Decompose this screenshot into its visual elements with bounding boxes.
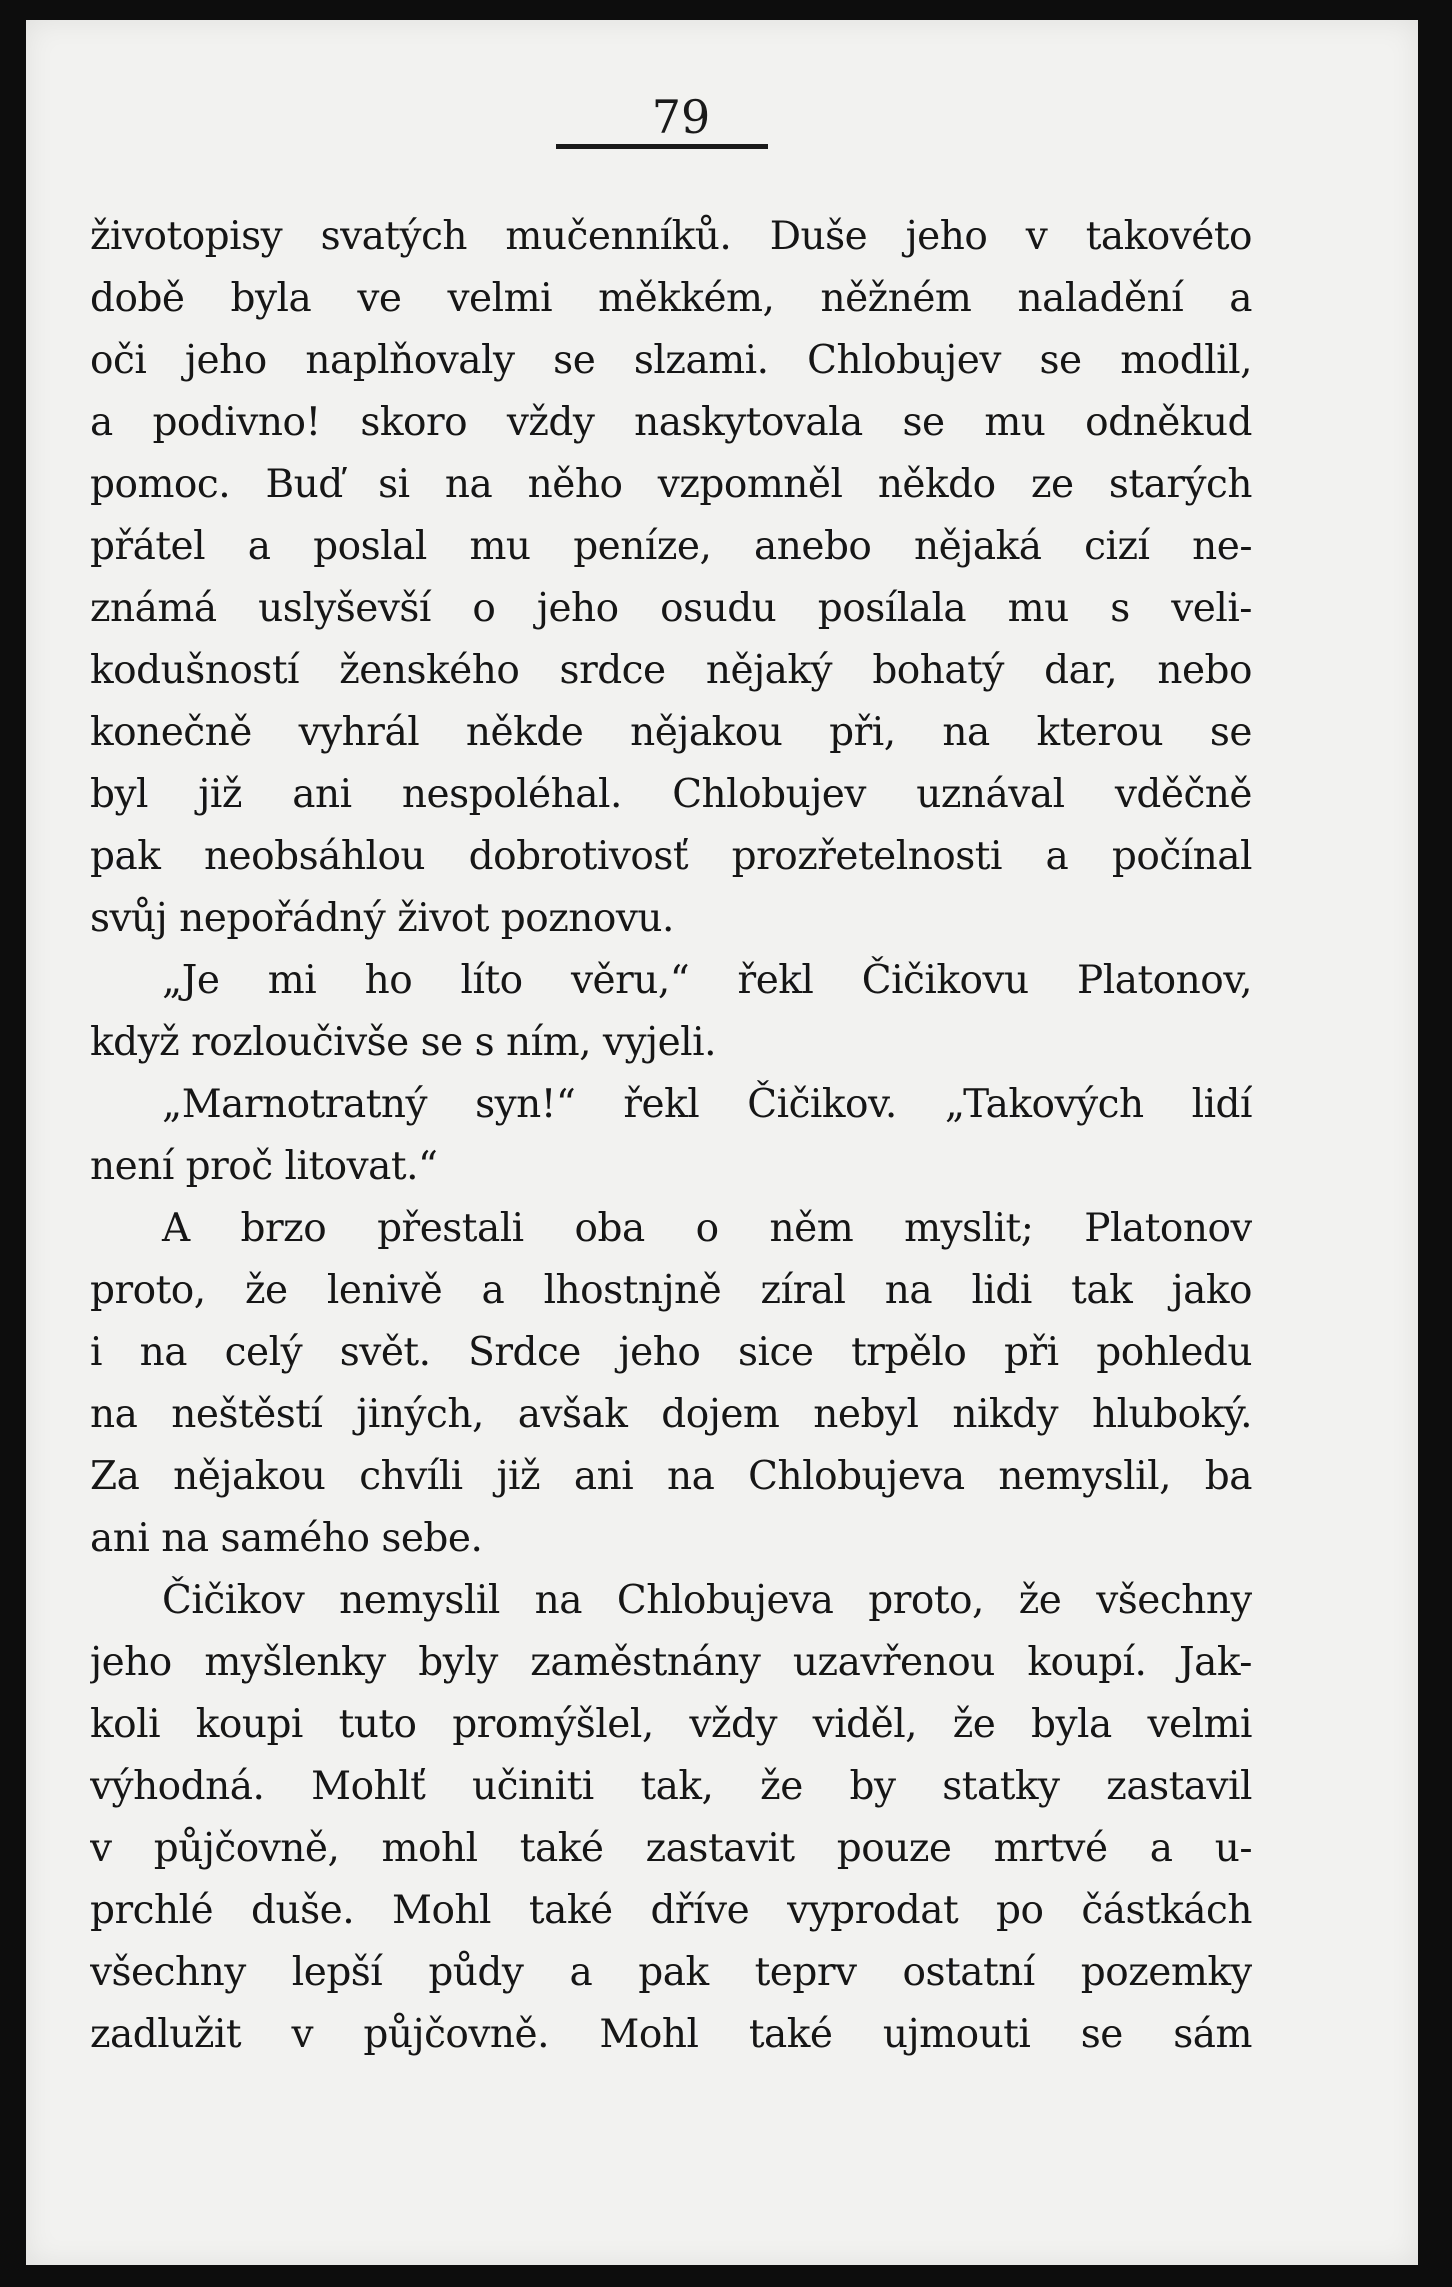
text-line: koli koupi tuto promýšlel, vždy viděl, že byla velmi xyxy=(90,1702,1252,1747)
text-block xyxy=(90,206,1252,2066)
text-line: jeho myšlenky byly zaměstnány uzavřenou koupí. Jak- xyxy=(90,1640,1252,1685)
text-line: výhodná. Mohlť učiniti tak, že by statky zastavil xyxy=(90,1764,1252,1809)
book-page xyxy=(26,20,1418,2265)
page-number: 79 xyxy=(651,90,711,144)
text-line: a podivno! skoro vždy naskytovala se mu odněkud xyxy=(90,400,1252,445)
text-line: pak neobsáhlou dobrotivosť prozřetelnosti a počínal xyxy=(90,834,1252,879)
header-rule xyxy=(556,144,768,149)
text-line: přátel a poslal mu peníze, anebo nějaká cizí ne- xyxy=(90,524,1252,569)
text-line: životopisy svatých mučenníků. Duše jeho v takovéto xyxy=(90,214,1252,259)
text-line: i na celý svět. Srdce jeho sice trpělo při pohledu xyxy=(90,1330,1252,1375)
text-line: proto, že lenivě a lhostnjně zíral na lidi tak jako xyxy=(90,1268,1252,1313)
text-line: byl již ani nespoléhal. Chlobujev uznával vděčně xyxy=(90,772,1252,817)
text-line: ani na samého sebe. xyxy=(90,1516,483,1561)
text-line: když rozloučivše se s ním, vyjeli. xyxy=(90,1020,717,1065)
text-line: „Je mi ho líto věru,“ řekl Čičikovu Platonov, xyxy=(162,958,1252,1003)
text-line: oči jeho naplňovaly se slzami. Chlobujev se modlil, xyxy=(90,338,1252,383)
text-line: není proč litovat.“ xyxy=(90,1144,438,1189)
text-line: Čičikov nemyslil na Chlobujeva proto, že všechny xyxy=(162,1578,1252,1623)
text-line: na neštěstí jiných, avšak dojem nebyl nikdy hluboký. xyxy=(90,1392,1252,1437)
text-line: A brzo přestali oba o něm myslit; Platonov xyxy=(162,1206,1252,1251)
text-line: v půjčovně, mohl také zastavit pouze mrtvé a u- xyxy=(90,1826,1252,1871)
text-line: pomoc. Buď si na něho vzpomněl někdo ze starých xyxy=(90,462,1252,507)
text-line: všechny lepší půdy a pak teprv ostatní pozemky xyxy=(90,1950,1252,1995)
text-line: Za nějakou chvíli již ani na Chlobujeva nemyslil, ba xyxy=(90,1454,1252,1499)
text-line: „Marnotratný syn!“ řekl Čičikov. „Takových lidí xyxy=(162,1082,1252,1127)
text-line: kodušností ženského srdce nějaký bohatý dar, nebo xyxy=(90,648,1252,693)
text-line: době byla ve velmi měkkém, něžném naladění a xyxy=(90,276,1252,321)
text-line: konečně vyhrál někde nějakou při, na kterou se xyxy=(90,710,1252,755)
text-line: svůj nepořádný život poznovu. xyxy=(90,896,674,941)
text-line: známá uslyševší o jeho osudu posílala mu s veli- xyxy=(90,586,1252,631)
text-line: zadlužit v půjčovně. Mohl také ujmouti se sám xyxy=(90,2012,1252,2057)
text-line: prchlé duše. Mohl také dříve vyprodat po částkách xyxy=(90,1888,1252,1933)
